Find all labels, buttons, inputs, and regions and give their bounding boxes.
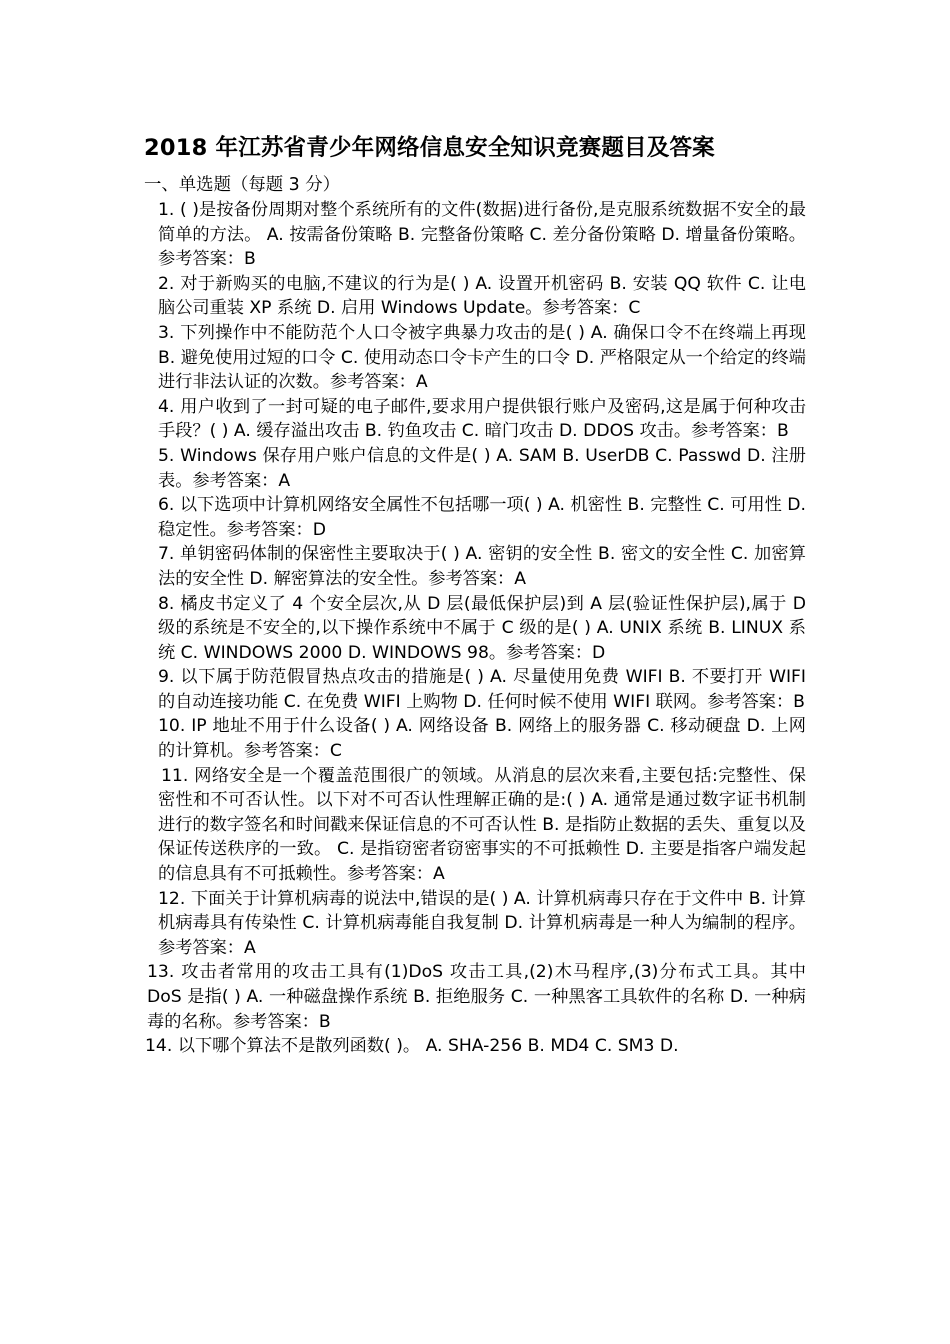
question-6: 6. 以下选项中计算机网络安全属性不包括哪一项( ) A. 机密性 B. 完整性 C. 可用性 D. 稳定性。参考答案：D <box>158 495 806 540</box>
question-3: 3. 下列操作中不能防范个人口令被字典暴力攻击的是( ) A. 确保口令不在终端上再现 B. 避免使用过短的口令 C. 使用动态口令卡产生的口令 D. 严格限定从一个给定的终端进行非法认证的次数。参考答案：A <box>158 322 806 393</box>
question-4: 4. 用户收到了一封可疑的电子邮件,要求用户提供银行账户及密码,这是属于何种攻击手段？( ) A. 缓存溢出攻击 B. 钓鱼攻击 C. 暗门攻击 D. DDOS 攻击。参考答案：B <box>158 396 806 442</box>
question-2: 2. 对于新购买的电脑,不建议的行为是( ) A. 设置开机密码 B. 安装 QQ 软件 C. 让电脑公司重装 XP 系统 D. 启用 Windows Update。参考答案：C <box>158 273 806 319</box>
question-11: 11. 网络安全是一个覆盖范围很广的领域。从消息的层次来看,主要包括:完整性、保密性和不可否认性。以下对不可否认性理解正确的是:( ) A. 通常是通过数字证书机制进行的数字签名和时间戳来保证信息的不可否认性 B. 是指防止数据的丢失、重复以及保证传送秩序的一致。 C. 是指窃密者窃密事实的不可抵赖性 D. 主要是指客户端发起的信息具有不可抵赖性。参考答案：A <box>158 765 806 885</box>
question-1: 1. ( )是按备份周期对整个系统所有的文件(数据)进行备份,是克服系统数据不安全的最简单的方法。 A. 按需备份策略 B. 完整备份策略 C. 差分备份策略 D. 增量备份策略。参考答案：B <box>158 200 806 270</box>
question-7: 7. 单钥密码体制的保密性主要取决于( ) A. 密钥的安全性 B. 密文的安全性 C. 加密算法的安全性 D. 解密算法的安全性。参考答案：A <box>158 544 806 589</box>
question-10: 10. IP 地址不用于什么设备( ) A. 网络设备 B. 网络上的服务器 C. 移动硬盘 D. 上网的计算机。参考答案：C <box>158 716 806 762</box>
question-list <box>145 198 806 1059</box>
question-5: 5. Windows 保存用户账户信息的文件是( ) A. SAM B. UserDB C. Passwd D. 注册表。参考答案：A <box>158 445 806 491</box>
section-heading: 一、单选题（每题 3 分） <box>144 175 341 195</box>
question-12: 12. 下面关于计算机病毒的说法中,错误的是( ) A. 计算机病毒只存在于文件中 B. 计算机病毒具有传染性 C. 计算机病毒能自我复制 D. 计算机病毒是一种人为编制的程序。参考答案：A <box>158 888 806 958</box>
question-8: 8. 橘皮书定义了 4 个安全层次,从 D 层(最低保护层)到 A 层(验证性保护层),属于 D 级的系统是不安全的,以下操作系统中不属于 C 级的是( ) A. UNIX 系统 B. LINUX 系统 C. WINDOWS 2000 D. WINDOWS 98。参考答案：D <box>158 593 806 663</box>
question-9: 9. 以下属于防范假冒热点攻击的措施是( ) A. 尽量使用免费 WIFI B. 不要打开 WIFI 的自动连接功能 C. 在免费 WIFI 上购物 D. 任何时候不使用 WIFI 联网。参考答案：B <box>158 667 806 712</box>
question-13: 13. 攻击者常用的攻击工具有(1)DoS 攻击工具,(2)木马程序,(3)分布式工具。其中 DoS 是指( ) A. 一种磁盘操作系统 B. 拒绝服务 C. 一种黑客工具软件的名称 D. 一种病毒的名称。参考答案：B <box>147 962 806 1032</box>
question-14: 14. 以下哪个算法不是散列函数( )。 A. SHA-256 B. MD4 C. SM3 D. <box>145 1036 679 1057</box>
document-title: 2018 年江苏省青少年网络信息安全知识竞赛题目及答案 <box>144 135 715 161</box>
